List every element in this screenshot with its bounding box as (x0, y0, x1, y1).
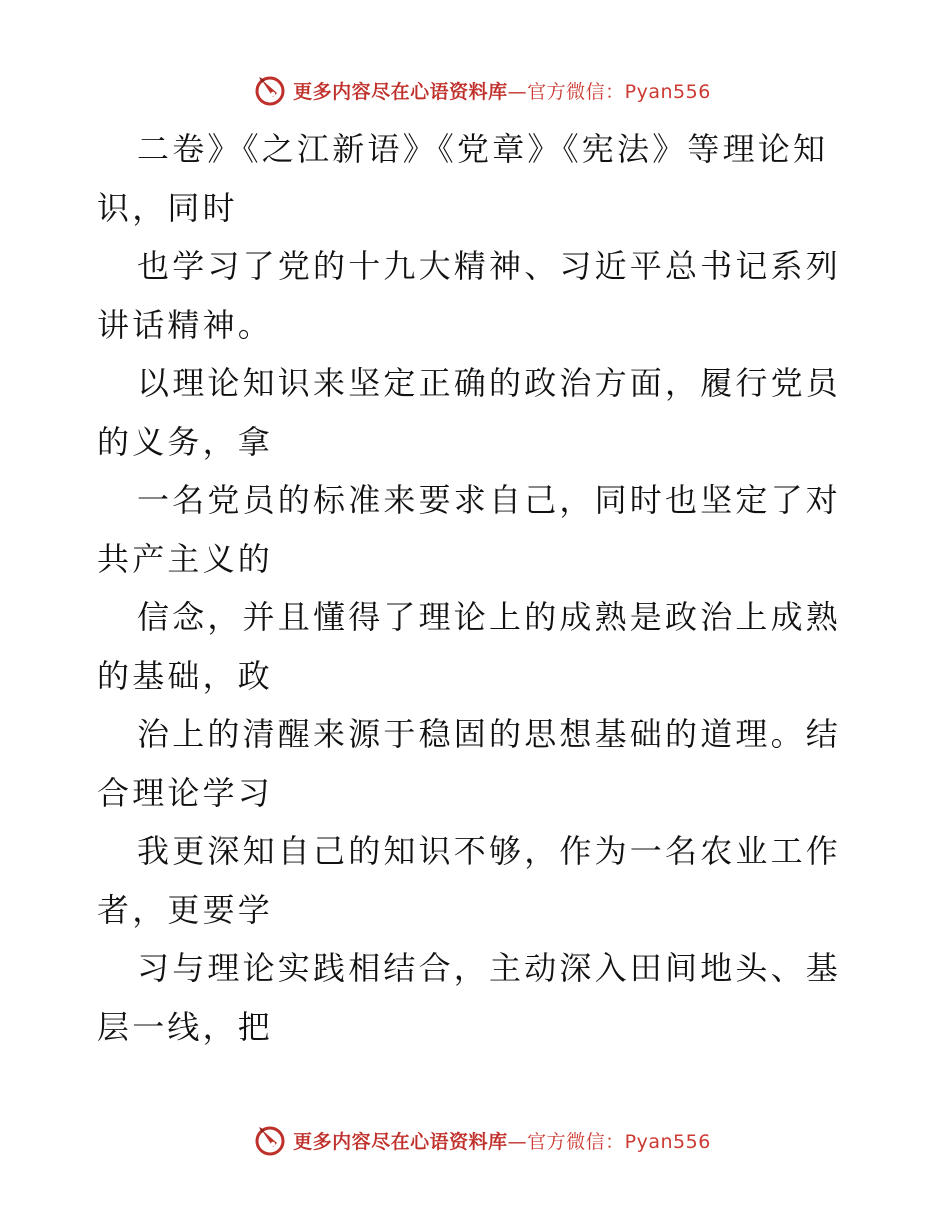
footer-banner-text (293, 1127, 711, 1154)
footer-site-name: 更多内容尽在心语资料库 (293, 1130, 508, 1153)
footer-banner-content (253, 1123, 711, 1157)
paragraph: 信念，并且懂得了理论上的成熟是政治上成熟的基础，政 (97, 598, 842, 695)
footer-banner (0, 1120, 950, 1160)
header-banner-content (253, 73, 711, 107)
pen-nib-logo-icon (253, 1123, 287, 1157)
paragraph: 习与理论实践相结合，主动深入田间地头、基层一线，把 (97, 949, 842, 1046)
document-body (97, 120, 857, 1056)
footer-contact: 官方微信：Pyan556 (527, 1130, 711, 1153)
header-separator: — (507, 80, 528, 103)
header-site-name: 更多内容尽在心语资料库 (293, 80, 508, 103)
paragraph: 我更深知自己的知识不够，作为一名农业工作者，更要学 (97, 832, 842, 929)
pen-nib-logo-icon (253, 73, 287, 107)
paragraph: 二卷》《之江新语》《党章》《宪法》等理论知识，同时 (97, 130, 829, 227)
paragraph: 以理论知识来坚定正确的政治方面，履行党员的义务，拿 (97, 364, 842, 461)
header-contact: 官方微信：Pyan556 (527, 80, 711, 103)
header-banner-text (293, 77, 711, 104)
paragraph: 也学习了党的十九大精神、习近平总书记系列讲话精神。 (97, 247, 842, 344)
paragraph: 一名党员的标准来要求自己，同时也坚定了对共产主义的 (97, 481, 842, 578)
footer-separator: — (507, 1130, 528, 1153)
paragraph: 治上的清醒来源于稳固的思想基础的道理。结合理论学习 (97, 715, 842, 812)
header-banner (0, 70, 950, 110)
